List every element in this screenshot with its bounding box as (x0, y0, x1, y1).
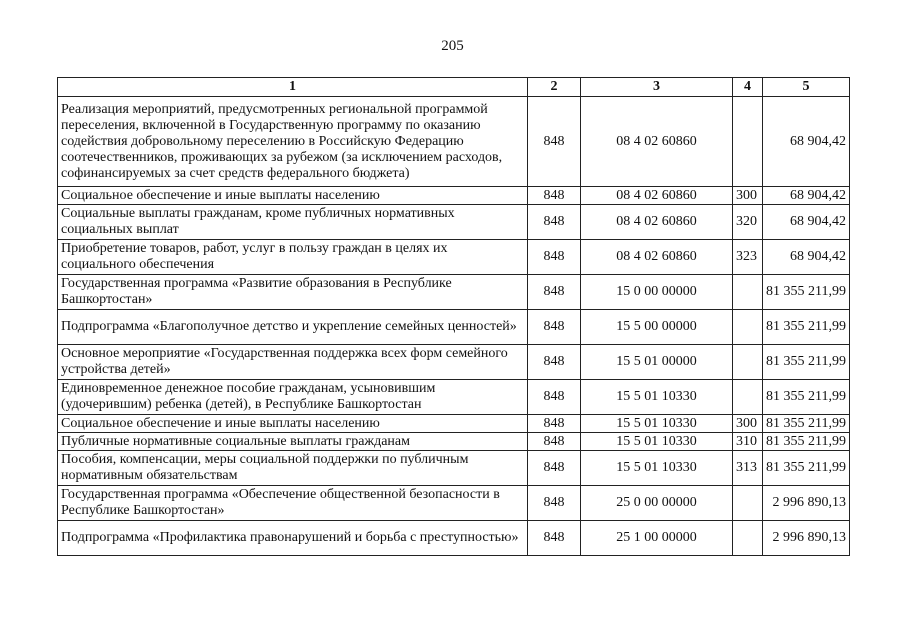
row-admin-code: 848 (528, 345, 581, 380)
row-sum: 81 355 211,99 (763, 451, 850, 486)
row-target-article: 15 5 01 10330 (581, 451, 733, 486)
row-name: Государственная программа «Развитие образования в Республике Башкортостан» (58, 275, 528, 310)
row-target-article: 25 1 00 00000 (581, 521, 733, 556)
row-admin-code: 848 (528, 451, 581, 486)
row-expense-type (733, 345, 763, 380)
row-name: Социальные выплаты гражданам, кроме публичных нормативных социальных выплат (58, 205, 528, 240)
row-sum: 68 904,42 (763, 240, 850, 275)
row-admin-code: 848 (528, 521, 581, 556)
row-target-article: 15 5 01 10330 (581, 433, 733, 451)
row-expense-type: 323 (733, 240, 763, 275)
row-sum: 81 355 211,99 (763, 310, 850, 345)
row-expense-type: 300 (733, 187, 763, 205)
row-name: Приобретение товаров, работ, услуг в пользу граждан в целях их социального обеспечения (58, 240, 528, 275)
row-target-article: 25 0 00 00000 (581, 486, 733, 521)
row-target-article: 15 5 01 00000 (581, 345, 733, 380)
table-row (58, 310, 850, 345)
row-name: Единовременное денежное пособие гражданам, усыновившим (удочерившим) ребенка (детей), в Республике Башкортостан (58, 380, 528, 415)
row-target-article: 08 4 02 60860 (581, 205, 733, 240)
row-sum: 2 996 890,13 (763, 486, 850, 521)
page-number: 205 (441, 38, 464, 54)
row-admin-code: 848 (528, 205, 581, 240)
row-sum: 68 904,42 (763, 97, 850, 187)
row-name: Подпрограмма «Профилактика правонарушений и борьба с преступностью» (58, 521, 528, 556)
column-header-name: 1 (58, 78, 528, 97)
row-admin-code: 848 (528, 433, 581, 451)
row-sum: 2 996 890,13 (763, 521, 850, 556)
row-expense-type (733, 380, 763, 415)
table-row (58, 415, 850, 433)
table-row (58, 521, 850, 556)
row-sum: 68 904,42 (763, 187, 850, 205)
row-admin-code: 848 (528, 310, 581, 345)
column-header-admin: 2 (528, 78, 581, 97)
table-header-row (58, 78, 850, 97)
table-row (58, 433, 850, 451)
row-sum: 68 904,42 (763, 205, 850, 240)
table-row (58, 97, 850, 187)
row-sum: 81 355 211,99 (763, 433, 850, 451)
row-admin-code: 848 (528, 240, 581, 275)
row-expense-type: 313 (733, 451, 763, 486)
row-admin-code: 848 (528, 486, 581, 521)
row-target-article: 15 5 01 10330 (581, 380, 733, 415)
row-admin-code: 848 (528, 187, 581, 205)
row-sum: 81 355 211,99 (763, 415, 850, 433)
row-admin-code: 848 (528, 415, 581, 433)
row-sum: 81 355 211,99 (763, 275, 850, 310)
row-admin-code: 848 (528, 275, 581, 310)
budget-table (57, 77, 850, 556)
table-row (58, 187, 850, 205)
row-sum: 81 355 211,99 (763, 380, 850, 415)
row-target-article: 08 4 02 60860 (581, 187, 733, 205)
row-admin-code: 848 (528, 380, 581, 415)
table-row (58, 275, 850, 310)
row-name: Пособия, компенсации, меры социальной поддержки по публичным нормативным обязательствам (58, 451, 528, 486)
row-target-article: 15 5 01 10330 (581, 415, 733, 433)
row-admin-code: 848 (528, 97, 581, 187)
row-target-article: 08 4 02 60860 (581, 240, 733, 275)
row-expense-type (733, 97, 763, 187)
row-expense-type: 320 (733, 205, 763, 240)
row-name: Государственная программа «Обеспечение общественной безопасности в Республике Башкортостан» (58, 486, 528, 521)
row-name: Социальное обеспечение и иные выплаты населению (58, 415, 528, 433)
row-name: Публичные нормативные социальные выплаты гражданам (58, 433, 528, 451)
table-row (58, 205, 850, 240)
column-header-type: 4 (733, 78, 763, 97)
row-expense-type (733, 310, 763, 345)
column-header-sum: 5 (763, 78, 850, 97)
row-expense-type (733, 521, 763, 556)
row-expense-type (733, 275, 763, 310)
row-target-article: 15 5 00 00000 (581, 310, 733, 345)
table-row (58, 345, 850, 380)
column-header-csr: 3 (581, 78, 733, 97)
row-target-article: 08 4 02 60860 (581, 97, 733, 187)
table-row (58, 451, 850, 486)
row-target-article: 15 0 00 00000 (581, 275, 733, 310)
row-expense-type (733, 486, 763, 521)
row-expense-type: 300 (733, 415, 763, 433)
row-name: Подпрограмма «Благополучное детство и укрепление семейных ценностей» (58, 310, 528, 345)
row-name: Основное мероприятие «Государственная поддержка всех форм семейного устройства детей» (58, 345, 528, 380)
row-expense-type: 310 (733, 433, 763, 451)
row-name: Реализация мероприятий, предусмотренных региональной программой переселения, включенной в Государственную программу по оказанию содействия добровольному переселению в Российскую Федерацию соотечественников, проживающих за рубежом (за исключением расходов, софинансируемых за счет средств федерального бюджета) (58, 97, 528, 187)
row-sum: 81 355 211,99 (763, 345, 850, 380)
table-row (58, 240, 850, 275)
table-row (58, 486, 850, 521)
table-row (58, 380, 850, 415)
row-name: Социальное обеспечение и иные выплаты населению (58, 187, 528, 205)
